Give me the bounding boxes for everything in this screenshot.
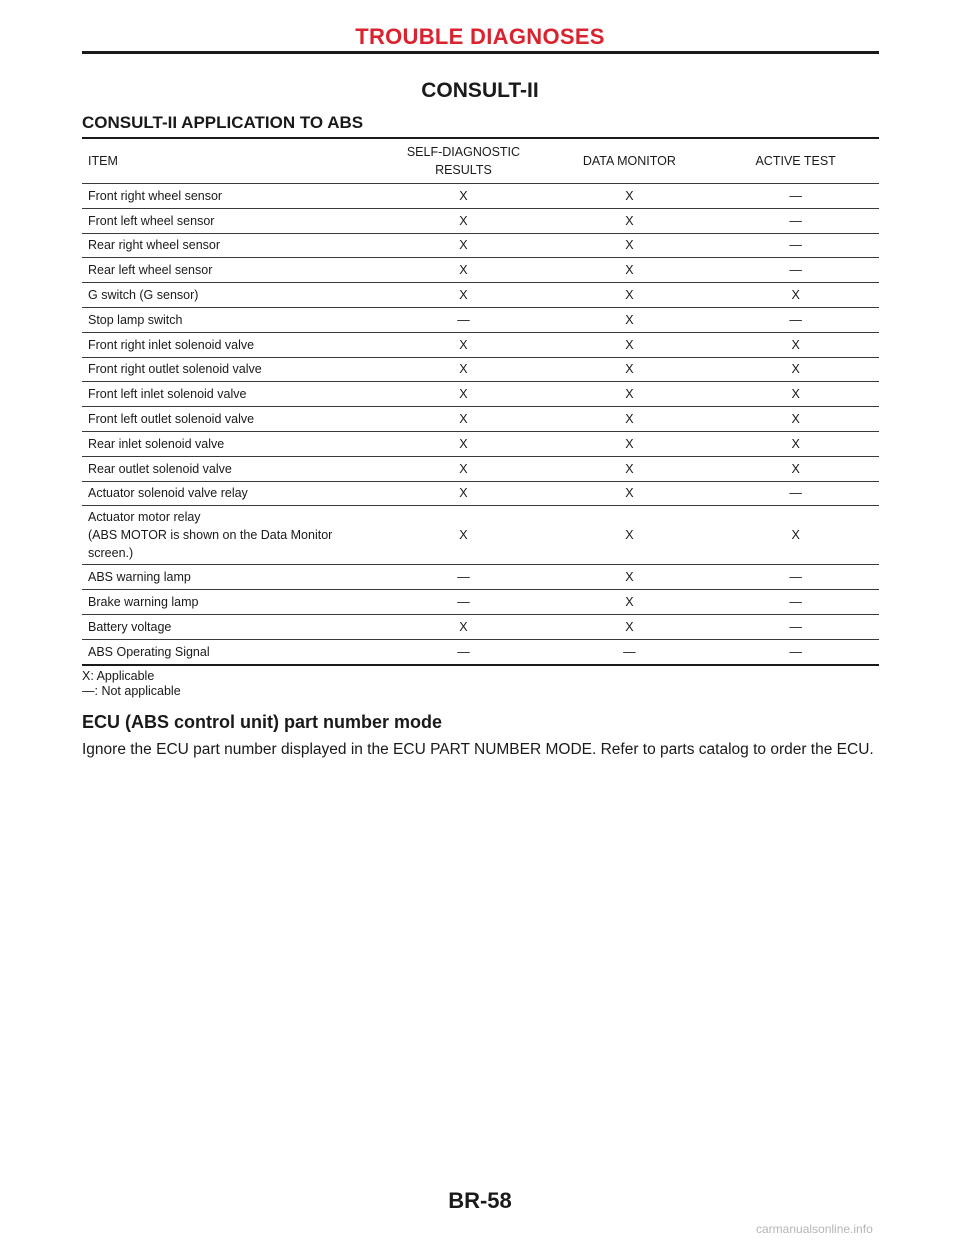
row-self-diagnostic: X (380, 456, 546, 481)
table-row (82, 258, 879, 283)
row-item: Front right outlet solenoid valve (82, 357, 380, 382)
col-header-self-diagnostic-line2: RESULTS (435, 163, 492, 177)
row-data-monitor: X (546, 407, 712, 432)
row-item: ABS Operating Signal (88, 644, 210, 659)
table-row (82, 590, 879, 615)
row-item: G switch (G sensor) (82, 283, 380, 308)
row-active-test: — (712, 233, 879, 258)
header-rule (82, 51, 879, 54)
table-row (82, 431, 879, 456)
row-active-test: — (712, 565, 879, 590)
col-header-data-monitor: DATA MONITOR (546, 138, 712, 184)
row-self-diagnostic: X (380, 481, 546, 506)
row-self-diagnostic: X (380, 506, 546, 565)
table-row (82, 639, 879, 664)
row-self-diagnostic: — (380, 565, 546, 590)
row-item: Rear left wheel sensor (82, 258, 380, 283)
row-item: Rear outlet solenoid valve (82, 456, 380, 481)
row-item: Rear right wheel sensor (82, 233, 380, 258)
table-header-row (82, 138, 879, 184)
row-self-diagnostic: — (380, 307, 546, 332)
col-header-self-diagnostic-line1: SELF-DIAGNOSTIC (406, 145, 521, 159)
row-item-line: screen.) (88, 546, 134, 561)
table-legend (82, 669, 181, 699)
row-self-diagnostic: X (380, 208, 546, 233)
row-active-test: X (712, 407, 879, 432)
table-row (82, 184, 879, 209)
row-item: Stop lamp switch (82, 307, 380, 332)
row-active-test: — (712, 590, 879, 615)
row-data-monitor: X (546, 565, 712, 590)
row-data-monitor: X (546, 506, 712, 565)
row-data-monitor: X (546, 208, 712, 233)
row-data-monitor: X (546, 431, 712, 456)
row-data-monitor: X (546, 382, 712, 407)
subsection-title: ECU (ABS control unit) part number mode (82, 712, 442, 732)
table-row (82, 565, 879, 590)
watermark: carmanualsonline.info (756, 1222, 873, 1236)
table-row (82, 332, 879, 357)
row-active-test: X (712, 506, 879, 565)
row-item: Rear inlet solenoid valve (82, 431, 380, 456)
row-item (82, 506, 380, 565)
row-self-diagnostic: X (380, 431, 546, 456)
table-row (82, 456, 879, 481)
row-active-test: — (712, 208, 879, 233)
row-active-test: X (712, 382, 879, 407)
row-active-test: X (712, 431, 879, 456)
row-self-diagnostic: X (380, 332, 546, 357)
row-active-test: — (712, 184, 879, 209)
col-header-item: ITEM (82, 138, 380, 184)
table-row (82, 283, 879, 308)
row-self-diagnostic: X (380, 258, 546, 283)
table-row (82, 506, 879, 565)
row-data-monitor: — (623, 644, 636, 659)
row-self-diagnostic: X (380, 382, 546, 407)
page-number: BR-58 (448, 1188, 512, 1213)
table-row (82, 407, 879, 432)
row-data-monitor: X (546, 357, 712, 382)
row-data-monitor: X (546, 481, 712, 506)
row-item-line: Actuator motor relay (88, 510, 201, 525)
consult-application-table (82, 137, 879, 666)
row-self-diagnostic: X (380, 283, 546, 308)
row-data-monitor: X (546, 307, 712, 332)
legend-applicable: X: Applicable (82, 669, 155, 683)
legend-not-applicable: —: Not applicable (82, 684, 181, 698)
row-item: Front left outlet solenoid valve (82, 407, 380, 432)
section-title: CONSULT-II APPLICATION TO ABS (82, 113, 364, 132)
row-active-test: X (712, 283, 879, 308)
row-data-monitor: X (546, 258, 712, 283)
row-data-monitor: X (546, 590, 712, 615)
row-self-diagnostic: — (380, 590, 546, 615)
row-data-monitor: X (546, 614, 712, 639)
table-row (82, 233, 879, 258)
row-data-monitor: X (546, 184, 712, 209)
page-title: CONSULT-II (421, 79, 539, 102)
table-row (82, 357, 879, 382)
row-active-test: — (712, 307, 879, 332)
row-active-test: — (712, 258, 879, 283)
row-item: Actuator solenoid valve relay (82, 481, 380, 506)
row-active-test: X (712, 357, 879, 382)
col-header-active-test: ACTIVE TEST (712, 138, 879, 184)
row-data-monitor: X (546, 233, 712, 258)
row-active-test: — (712, 481, 879, 506)
row-self-diagnostic: X (380, 233, 546, 258)
row-self-diagnostic: — (457, 644, 470, 659)
row-active-test: X (712, 456, 879, 481)
row-item-line: (ABS MOTOR is shown on the Data Monitor (88, 528, 333, 543)
row-item: Front right wheel sensor (82, 184, 380, 209)
row-item: Front right inlet solenoid valve (82, 332, 380, 357)
row-item: ABS warning lamp (82, 565, 380, 590)
table-row (82, 614, 879, 639)
row-item: Brake warning lamp (82, 590, 380, 615)
row-active-test: — (789, 644, 802, 659)
row-item: Front left inlet solenoid valve (82, 382, 380, 407)
row-active-test: X (712, 332, 879, 357)
row-self-diagnostic: X (380, 184, 546, 209)
row-self-diagnostic: X (380, 407, 546, 432)
row-data-monitor: X (546, 283, 712, 308)
row-self-diagnostic: X (380, 357, 546, 382)
table-row (82, 208, 879, 233)
header-title: TROUBLE DIAGNOSES (355, 24, 605, 49)
row-data-monitor: X (546, 332, 712, 357)
table-row (82, 481, 879, 506)
table-row (82, 307, 879, 332)
row-active-test: — (712, 614, 879, 639)
row-self-diagnostic: X (380, 614, 546, 639)
col-header-self-diagnostic (380, 138, 546, 184)
subsection-paragraph: Ignore the ECU part number displayed in the ECU PART NUMBER MODE. Refer to parts catalog to order the ECU. (82, 741, 874, 758)
row-item: Front left wheel sensor (82, 208, 380, 233)
row-data-monitor: X (546, 456, 712, 481)
row-item: Battery voltage (82, 614, 380, 639)
table-row (82, 382, 879, 407)
